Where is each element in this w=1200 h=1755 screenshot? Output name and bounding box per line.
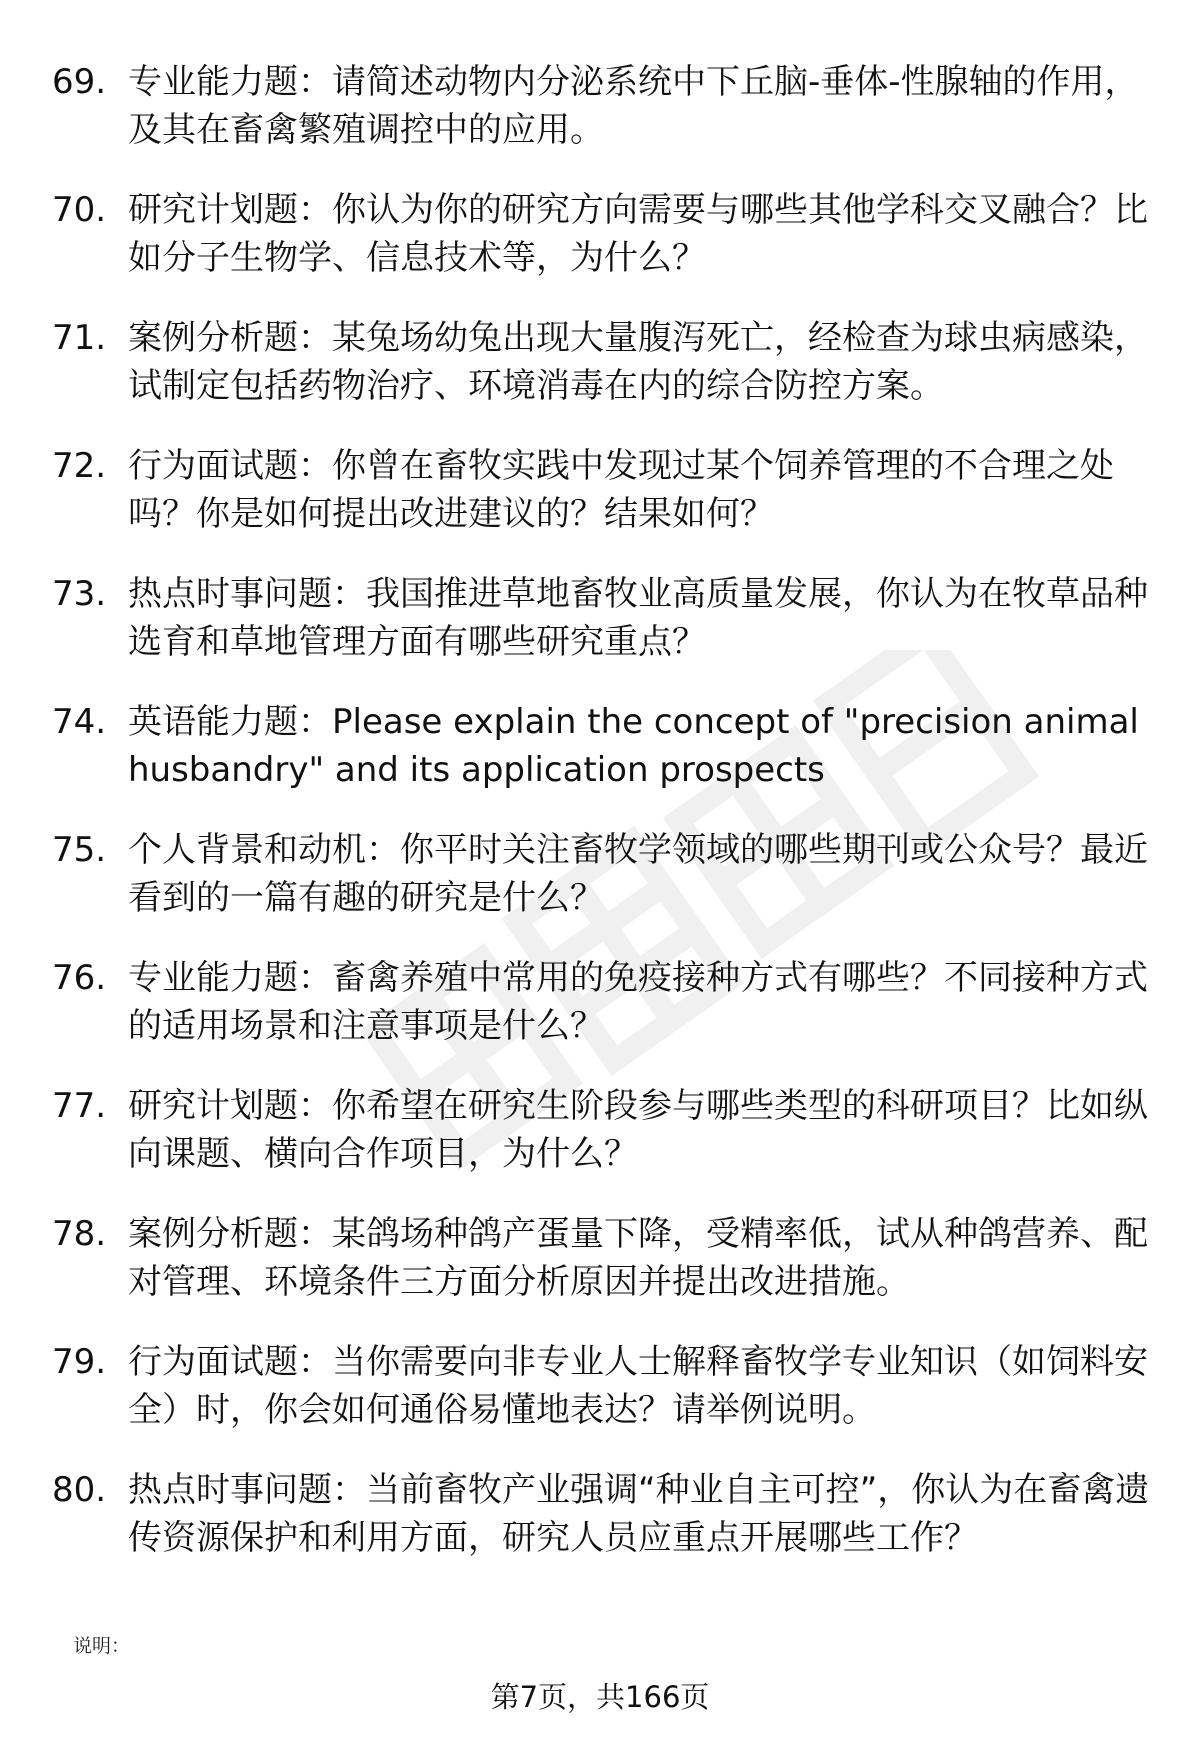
question-number: 73.: [52, 574, 107, 614]
question-text: 研究计划题：你认为你的研究方向需要与哪些其他学科交叉融合？比如分子生物学、信息技术等，为什么？: [128, 190, 1148, 278]
question-item: [52, 826, 1162, 954]
question-item: [52, 442, 1162, 570]
question-text: 热点时事问题：我国推进草地畜牧业高质量发展，你认为在牧草品种选育和草地管理方面有哪些研究重点？: [128, 574, 1148, 662]
question-number: 80.: [52, 1470, 107, 1510]
question-item: [52, 1338, 1162, 1466]
question-text: 研究计划题：你希望在研究生阶段参与哪些类型的科研项目？比如纵向课题、横向合作项目，为什么？: [128, 1086, 1148, 1174]
question-text: 专业能力题：畜禽养殖中常用的免疫接种方式有哪些？不同接种方式的适用场景和注意事项是什么？: [128, 958, 1148, 1046]
question-item: [52, 1082, 1162, 1210]
question-text: 行为面试题：当你需要向非专业人士解释畜牧学专业知识（如饲料安全）时，你会如何通俗易懂地表达？请举例说明。: [128, 1342, 1148, 1430]
question-number: 70.: [52, 190, 107, 230]
question-text: 行为面试题：你曾在畜牧实践中发现过某个饲养管理的不合理之处吗？你是如何提出改进建议的？结果如何？: [128, 446, 1114, 534]
question-item: [52, 954, 1162, 1082]
question-item: [52, 570, 1162, 698]
question-number: 78.: [52, 1214, 107, 1254]
question-item: [52, 186, 1162, 314]
question-number: 69.: [52, 62, 107, 102]
question-text: 个人背景和动机：你平时关注畜牧学领域的哪些期刊或公众号？最近看到的一篇有趣的研究是什么？: [128, 830, 1148, 918]
question-text: 热点时事问题：当前畜牧产业强调“种业自主可控”，你认为在畜禽遗传资源保护和利用方面，研究人员应重点开展哪些工作？: [128, 1470, 1150, 1558]
page-footer: 第7页，共166页: [490, 1680, 710, 1714]
question-number: 77.: [52, 1086, 107, 1126]
question-number: 76.: [52, 958, 107, 998]
question-item: [52, 1210, 1162, 1338]
question-list: [52, 58, 1162, 1594]
question-text: 案例分析题：某鸽场种鸽产蛋量下降，受精率低，试从种鸽营养、配对管理、环境条件三方面分析原因并提出改进措施。: [128, 1214, 1148, 1302]
question-number: 79.: [52, 1342, 107, 1382]
question-number: 74.: [52, 702, 107, 742]
question-text: 案例分析题：某兔场幼兔出现大量腹泻死亡，经检查为球虫病感染，试制定包括药物治疗、环境消毒在内的综合防控方案。: [128, 318, 1148, 406]
question-text: 专业能力题：请简述动物内分泌系统中下丘脑-垂体-性腺轴的作用，及其在畜禽繁殖调控中的应用。: [128, 62, 1139, 150]
question-number: 75.: [52, 830, 107, 870]
note-label: 说明：: [73, 1635, 131, 1657]
question-item: [52, 58, 1162, 186]
question-item: [52, 314, 1162, 442]
question-number: 72.: [52, 446, 107, 486]
question-text: 英语能力题：Please explain the concept of "precision animal husbandry" and its application prospects: [128, 702, 1139, 790]
question-item: [52, 1466, 1162, 1594]
question-item: [52, 698, 1162, 826]
question-number: 71.: [52, 318, 107, 358]
